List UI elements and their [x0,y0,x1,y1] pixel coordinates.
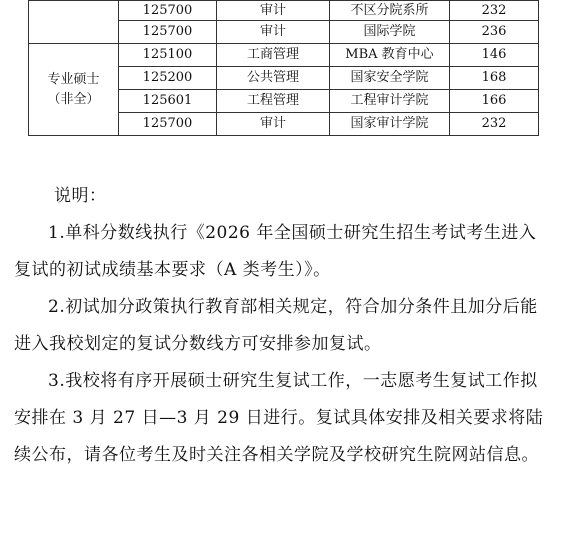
score-cell: 236 [450,21,539,44]
notes-heading: 说明： [54,186,107,206]
table-row [29,1,539,21]
major-code-cell: 125100 [119,44,217,67]
category-sublabel: （非全） [47,91,100,107]
major-code-cell: 125601 [119,90,217,113]
notes-section [14,178,552,474]
score-cell: 232 [450,113,539,136]
category-label: 专业硕士 [47,71,100,87]
major-name-cell: 工程管理 [217,90,330,113]
category-cell-empty [29,1,119,44]
major-name-cell: 审计 [217,1,330,21]
major-code-cell: 125700 [119,21,217,44]
note-item-2: 2.初试加分政策执行教育部相关规定，符合加分条件且加分后能进入我校划定的复试分数线方可安排参加复试。 [14,297,538,354]
score-cell: 166 [450,90,539,113]
school-cell: 不区分院系所 [330,1,450,21]
major-name-cell: 公共管理 [217,67,330,90]
major-code-cell: 125200 [119,67,217,90]
major-name-cell: 审计 [217,21,330,44]
major-name-cell: 审计 [217,113,330,136]
table-row [29,44,539,67]
major-code-cell: 125700 [119,1,217,21]
category-cell [29,44,119,136]
major-code-cell: 125700 [119,113,217,136]
score-cell: 146 [450,44,539,67]
school-cell: 国际学院 [330,21,450,44]
school-cell: MBA 教育中心 [330,44,450,67]
note-item-1: 1.单科分数线执行《2026 年全国硕士研究生招生考试考生进入复试的初试成绩基本要求（A 类考生）》。 [14,223,537,280]
score-cell: 232 [450,1,539,21]
school-cell: 国家审计学院 [330,113,450,136]
note-item-3: 3.我校将有序开展硕士研究生复试工作，一志愿考生复试工作拟安排在 3 月 27 日—3 月 29 日进行。复试具体安排及相关要求将陆续公布，请各位考生及时关注各相关学院及学校研究生院网站信息。 [14,371,544,465]
score-cell: 168 [450,67,539,90]
school-cell: 国家安全学院 [330,67,450,90]
score-table [28,0,539,136]
school-cell: 工程审计学院 [330,90,450,113]
major-name-cell: 工商管理 [217,44,330,67]
